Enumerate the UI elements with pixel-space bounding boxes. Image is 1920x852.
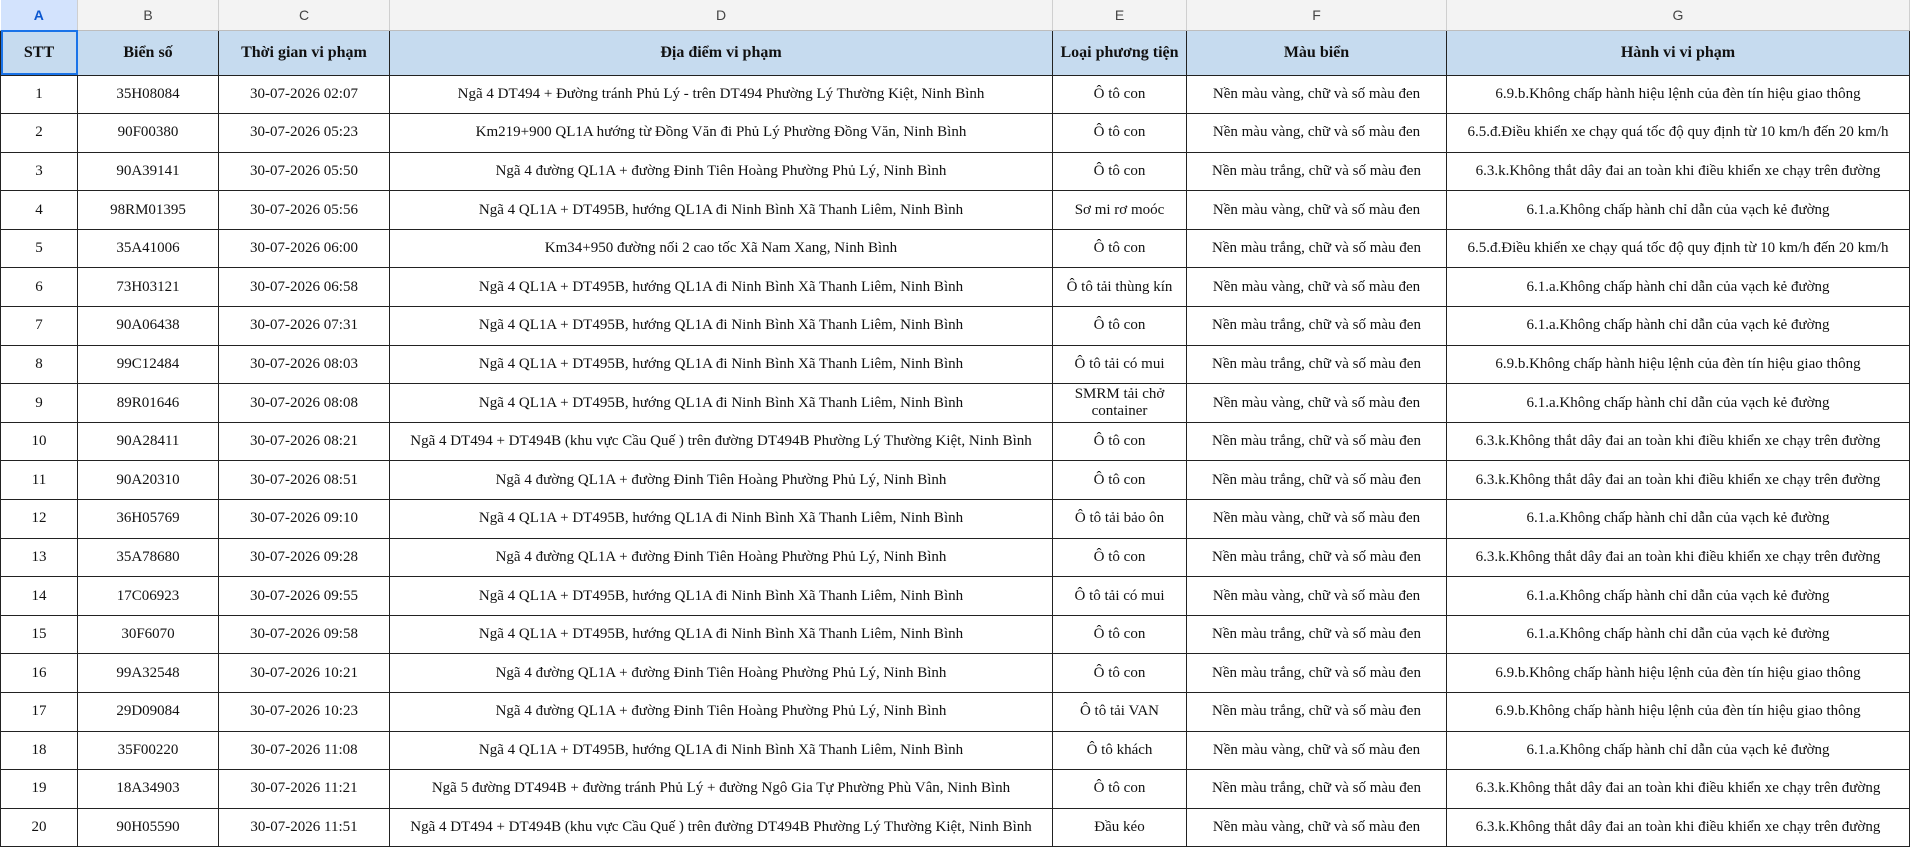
table-body <box>1 75 1910 847</box>
table-row <box>1 345 1910 384</box>
cell-stt[interactable]: 12 <box>1 500 78 539</box>
cell-violation[interactable]: 6.1.a.Không chấp hành chỉ dẫn của vạch kẻ đường <box>1447 500 1910 539</box>
cell-time[interactable]: 30-07-2026 09:58 <box>219 615 390 654</box>
cell-time[interactable]: 30-07-2026 08:21 <box>219 422 390 461</box>
cell-plate[interactable]: 30F6070 <box>78 615 219 654</box>
table-row <box>1 808 1910 847</box>
cell-plate-color[interactable]: Nền màu trắng, chữ và số màu đen <box>1187 345 1447 384</box>
cell-stt[interactable]: 5 <box>1 229 78 268</box>
cell-plate[interactable]: 89R01646 <box>78 384 219 423</box>
cell-stt[interactable]: 9 <box>1 384 78 423</box>
cell-violation[interactable]: 6.1.a.Không chấp hành chỉ dẫn của vạch kẻ đường <box>1447 384 1910 423</box>
cell-violation[interactable]: 6.9.b.Không chấp hành hiệu lệnh của đèn tín hiệu giao thông <box>1447 654 1910 693</box>
table-row <box>1 693 1910 732</box>
cell-plate-color[interactable]: Nền màu trắng, chữ và số màu đen <box>1187 307 1447 346</box>
header-cell-stt[interactable]: STT <box>1 30 78 75</box>
table-row <box>1 577 1910 616</box>
cell-violation[interactable]: 6.1.a.Không chấp hành chỉ dẫn của vạch kẻ đường <box>1447 268 1910 307</box>
cell-violation[interactable]: 6.5.đ.Điều khiển xe chạy quá tốc độ quy định từ 10 km/h đến 20 km/h <box>1447 229 1910 268</box>
column-header-f[interactable]: F <box>1187 0 1447 30</box>
column-header-d[interactable]: D <box>390 0 1053 30</box>
cell-location[interactable]: Ngã 4 QL1A + DT495B, hướng QL1A đi Ninh Bình Xã Thanh Liêm, Ninh Bình <box>390 384 1053 423</box>
cell-vehicle-type[interactable]: Ô tô con <box>1053 770 1187 809</box>
cell-violation[interactable]: 6.1.a.Không chấp hành chỉ dẫn của vạch kẻ đường <box>1447 191 1910 230</box>
cell-location[interactable]: Ngã 4 QL1A + DT495B, hướng QL1A đi Ninh Bình Xã Thanh Liêm, Ninh Bình <box>390 577 1053 616</box>
cell-stt[interactable]: 19 <box>1 770 78 809</box>
cell-time[interactable]: 30-07-2026 05:50 <box>219 152 390 191</box>
cell-plate[interactable]: 90A20310 <box>78 461 219 500</box>
cell-vehicle-type[interactable]: Ô tô khách <box>1053 731 1187 770</box>
cell-location[interactable]: Ngã 4 QL1A + DT495B, hướng QL1A đi Ninh Bình Xã Thanh Liêm, Ninh Bình <box>390 500 1053 539</box>
cell-vehicle-type[interactable]: Ô tô con <box>1053 615 1187 654</box>
cell-vehicle-type[interactable]: Ô tô con <box>1053 75 1187 114</box>
cell-stt[interactable]: 1 <box>1 75 78 114</box>
table-row <box>1 75 1910 114</box>
cell-violation[interactable]: 6.3.k.Không thắt dây đai an toàn khi điều khiển xe chạy trên đường <box>1447 461 1910 500</box>
cell-plate[interactable]: 99A32548 <box>78 654 219 693</box>
column-letter-header <box>1 0 1910 30</box>
cell-violation[interactable]: 6.1.a.Không chấp hành chỉ dẫn của vạch kẻ đường <box>1447 731 1910 770</box>
cell-time[interactable]: 30-07-2026 06:00 <box>219 229 390 268</box>
cell-vehicle-type[interactable]: Ô tô con <box>1053 654 1187 693</box>
table-row <box>1 114 1910 153</box>
table-row <box>1 461 1910 500</box>
cell-plate-color[interactable]: Nền màu vàng, chữ và số màu đen <box>1187 268 1447 307</box>
header-cell-vehicle-type[interactable]: Loại phương tiện <box>1053 30 1187 75</box>
cell-plate[interactable]: 17C06923 <box>78 577 219 616</box>
cell-violation[interactable]: 6.3.k.Không thắt dây đai an toàn khi điều khiển xe chạy trên đường <box>1447 770 1910 809</box>
table-row <box>1 615 1910 654</box>
cell-violation[interactable]: 6.3.k.Không thắt dây đai an toàn khi điều khiển xe chạy trên đường <box>1447 152 1910 191</box>
cell-time[interactable]: 30-07-2026 06:58 <box>219 268 390 307</box>
cell-plate[interactable]: 90H05590 <box>78 808 219 847</box>
cell-location[interactable]: Ngã 5 đường DT494B + đường tránh Phủ Lý + đường Ngô Gia Tự Phường Phù Vân, Ninh Bình <box>390 770 1053 809</box>
cell-plate-color[interactable]: Nền màu vàng, chữ và số màu đen <box>1187 384 1447 423</box>
column-header-b[interactable]: B <box>78 0 219 30</box>
table-row <box>1 191 1910 230</box>
cell-plate-color[interactable]: Nền màu vàng, chữ và số màu đen <box>1187 114 1447 153</box>
cell-time[interactable]: 30-07-2026 07:31 <box>219 307 390 346</box>
cell-stt[interactable]: 13 <box>1 538 78 577</box>
cell-plate-color[interactable]: Nền màu trắng, chữ và số màu đen <box>1187 654 1447 693</box>
cell-time[interactable]: 30-07-2026 08:03 <box>219 345 390 384</box>
cell-plate[interactable]: 35F00220 <box>78 731 219 770</box>
cell-location[interactable]: Ngã 4 đường QL1A + đường Đinh Tiên Hoàng Phường Phủ Lý, Ninh Bình <box>390 538 1053 577</box>
cell-vehicle-type[interactable]: Ô tô tải có mui <box>1053 577 1187 616</box>
cell-plate-color[interactable]: Nền màu vàng, chữ và số màu đen <box>1187 500 1447 539</box>
cell-violation[interactable]: 6.9.b.Không chấp hành hiệu lệnh của đèn tín hiệu giao thông <box>1447 345 1910 384</box>
cell-location[interactable]: Ngã 4 DT494 + DT494B (khu vực Cầu Quế ) trên đường DT494B Phường Lý Thường Kiệt, Ninh Bình <box>390 422 1053 461</box>
cell-vehicle-type[interactable]: Ô tô tải thùng kín <box>1053 268 1187 307</box>
cell-time[interactable]: 30-07-2026 09:10 <box>219 500 390 539</box>
cell-plate[interactable]: 35H08084 <box>78 75 219 114</box>
cell-time[interactable]: 30-07-2026 08:51 <box>219 461 390 500</box>
cell-stt[interactable]: 2 <box>1 114 78 153</box>
table-row <box>1 654 1910 693</box>
table-row <box>1 307 1910 346</box>
header-cell-violation[interactable]: Hành vi vi phạm <box>1447 30 1910 75</box>
cell-vehicle-type[interactable]: Ô tô tải VAN <box>1053 693 1187 732</box>
cell-location[interactable]: Ngã 4 đường QL1A + đường Đinh Tiên Hoàng Phường Phủ Lý, Ninh Bình <box>390 654 1053 693</box>
table-row <box>1 229 1910 268</box>
cell-plate-color[interactable]: Nền màu vàng, chữ và số màu đen <box>1187 191 1447 230</box>
table-row <box>1 384 1910 423</box>
cell-plate[interactable]: 90F00380 <box>78 114 219 153</box>
cell-time[interactable]: 30-07-2026 09:55 <box>219 577 390 616</box>
cell-plate-color[interactable]: Nền màu vàng, chữ và số màu đen <box>1187 577 1447 616</box>
header-cell-time[interactable]: Thời gian vi phạm <box>219 30 390 75</box>
cell-violation[interactable]: 6.1.a.Không chấp hành chỉ dẫn của vạch kẻ đường <box>1447 307 1910 346</box>
cell-location[interactable]: Ngã 4 QL1A + DT495B, hướng QL1A đi Ninh Bình Xã Thanh Liêm, Ninh Bình <box>390 731 1053 770</box>
cell-plate[interactable]: 36H05769 <box>78 500 219 539</box>
column-header-g[interactable]: G <box>1447 0 1910 30</box>
cell-time[interactable]: 30-07-2026 09:28 <box>219 538 390 577</box>
cell-plate[interactable]: 35A41006 <box>78 229 219 268</box>
cell-stt[interactable]: 11 <box>1 461 78 500</box>
cell-violation[interactable]: 6.1.a.Không chấp hành chỉ dẫn của vạch kẻ đường <box>1447 615 1910 654</box>
cell-location[interactable]: Ngã 4 DT494 + DT494B (khu vực Cầu Quế ) trên đường DT494B Phường Lý Thường Kiệt, Ninh Bình <box>390 808 1053 847</box>
cell-time[interactable]: 30-07-2026 11:08 <box>219 731 390 770</box>
cell-time[interactable]: 30-07-2026 05:56 <box>219 191 390 230</box>
cell-time[interactable]: 30-07-2026 10:23 <box>219 693 390 732</box>
table-row <box>1 500 1910 539</box>
cell-time[interactable]: 30-07-2026 11:21 <box>219 770 390 809</box>
cell-plate-color[interactable]: Nền màu vàng, chữ và số màu đen <box>1187 75 1447 114</box>
table-row <box>1 422 1910 461</box>
table-row <box>1 731 1910 770</box>
cell-violation[interactable]: 6.3.k.Không thắt dây đai an toàn khi điều khiển xe chạy trên đường <box>1447 538 1910 577</box>
header-cell-location[interactable]: Địa điểm vi phạm <box>390 30 1053 75</box>
cell-vehicle-type[interactable]: Ô tô con <box>1053 152 1187 191</box>
table-row <box>1 538 1910 577</box>
cell-stt[interactable]: 7 <box>1 307 78 346</box>
cell-plate[interactable]: 73H03121 <box>78 268 219 307</box>
cell-stt[interactable]: 6 <box>1 268 78 307</box>
cell-vehicle-type[interactable]: Ô tô con <box>1053 114 1187 153</box>
cell-plate[interactable]: 18A34903 <box>78 770 219 809</box>
cell-location[interactable]: Km219+900 QL1A hướng từ Đồng Văn đi Phủ Lý Phường Đồng Văn, Ninh Bình <box>390 114 1053 153</box>
cell-vehicle-type[interactable]: Ô tô con <box>1053 422 1187 461</box>
cell-vehicle-type[interactable]: SMRM tải chở container <box>1053 384 1187 423</box>
cell-location[interactable]: Ngã 4 đường QL1A + đường Đinh Tiên Hoàng Phường Phủ Lý, Ninh Bình <box>390 152 1053 191</box>
cell-vehicle-type[interactable]: Ô tô con <box>1053 461 1187 500</box>
cell-vehicle-type[interactable]: Ô tô con <box>1053 307 1187 346</box>
cell-stt[interactable]: 3 <box>1 152 78 191</box>
cell-violation[interactable]: 6.1.a.Không chấp hành chỉ dẫn của vạch kẻ đường <box>1447 577 1910 616</box>
cell-plate-color[interactable]: Nền màu trắng, chữ và số màu đen <box>1187 538 1447 577</box>
column-header-a[interactable]: A <box>1 0 78 30</box>
cell-violation[interactable]: 6.3.k.Không thắt dây đai an toàn khi điều khiển xe chạy trên đường <box>1447 808 1910 847</box>
cell-vehicle-type[interactable]: Sơ mi rơ moóc <box>1053 191 1187 230</box>
cell-plate-color[interactable]: Nền màu trắng, chữ và số màu đen <box>1187 461 1447 500</box>
cell-stt[interactable]: 20 <box>1 808 78 847</box>
cell-location[interactable]: Ngã 4 QL1A + DT495B, hướng QL1A đi Ninh Bình Xã Thanh Liêm, Ninh Bình <box>390 191 1053 230</box>
cell-plate[interactable]: 90A28411 <box>78 422 219 461</box>
cell-plate-color[interactable]: Nền màu vàng, chữ và số màu đen <box>1187 731 1447 770</box>
table-row <box>1 268 1910 307</box>
cell-stt[interactable]: 14 <box>1 577 78 616</box>
cell-vehicle-type[interactable]: Ô tô tải có mui <box>1053 345 1187 384</box>
cell-violation[interactable]: 6.3.k.Không thắt dây đai an toàn khi điều khiển xe chạy trên đường <box>1447 422 1910 461</box>
cell-time[interactable]: 30-07-2026 05:23 <box>219 114 390 153</box>
cell-stt[interactable]: 15 <box>1 615 78 654</box>
cell-location[interactable]: Km34+950 đường nối 2 cao tốc Xã Nam Xang, Ninh Bình <box>390 229 1053 268</box>
cell-location[interactable]: Ngã 4 QL1A + DT495B, hướng QL1A đi Ninh Bình Xã Thanh Liêm, Ninh Bình <box>390 345 1053 384</box>
cell-plate[interactable]: 90A39141 <box>78 152 219 191</box>
cell-stt[interactable]: 10 <box>1 422 78 461</box>
cell-time[interactable]: 30-07-2026 11:51 <box>219 808 390 847</box>
cell-plate-color[interactable]: Nền màu vàng, chữ và số màu đen <box>1187 808 1447 847</box>
cell-vehicle-type[interactable]: Đầu kéo <box>1053 808 1187 847</box>
cell-plate[interactable]: 98RM01395 <box>78 191 219 230</box>
cell-vehicle-type[interactable]: Ô tô con <box>1053 538 1187 577</box>
cell-location[interactable]: Ngã 4 đường QL1A + đường Đinh Tiên Hoàng Phường Phủ Lý, Ninh Bình <box>390 693 1053 732</box>
cell-violation[interactable]: 6.5.đ.Điều khiển xe chạy quá tốc độ quy định từ 10 km/h đến 20 km/h <box>1447 114 1910 153</box>
column-header-c[interactable]: C <box>219 0 390 30</box>
cell-violation[interactable]: 6.9.b.Không chấp hành hiệu lệnh của đèn tín hiệu giao thông <box>1447 693 1910 732</box>
column-header-e[interactable]: E <box>1053 0 1187 30</box>
cell-vehicle-type[interactable]: Ô tô tải bảo ôn <box>1053 500 1187 539</box>
cell-location[interactable]: Ngã 4 QL1A + DT495B, hướng QL1A đi Ninh Bình Xã Thanh Liêm, Ninh Bình <box>390 307 1053 346</box>
cell-time[interactable]: 30-07-2026 10:21 <box>219 654 390 693</box>
header-cell-plate[interactable]: Biển số <box>78 30 219 75</box>
cell-stt[interactable]: 4 <box>1 191 78 230</box>
cell-vehicle-type[interactable]: Ô tô con <box>1053 229 1187 268</box>
cell-plate-color[interactable]: Nền màu trắng, chữ và số màu đen <box>1187 693 1447 732</box>
cell-plate-color[interactable]: Nền màu trắng, chữ và số màu đen <box>1187 422 1447 461</box>
cell-time[interactable]: 30-07-2026 02:07 <box>219 75 390 114</box>
table-header-row <box>1 30 1910 75</box>
cell-stt[interactable]: 17 <box>1 693 78 732</box>
cell-stt[interactable]: 8 <box>1 345 78 384</box>
cell-location[interactable]: Ngã 4 đường QL1A + đường Đinh Tiên Hoàng Phường Phủ Lý, Ninh Bình <box>390 461 1053 500</box>
header-cell-plate-color[interactable]: Màu biển <box>1187 30 1447 75</box>
cell-plate[interactable]: 29D09084 <box>78 693 219 732</box>
cell-violation[interactable]: 6.9.b.Không chấp hành hiệu lệnh của đèn tín hiệu giao thông <box>1447 75 1910 114</box>
cell-location[interactable]: Ngã 4 DT494 + Đường tránh Phủ Lý - trên DT494 Phường Lý Thường Kiệt, Ninh Bình <box>390 75 1053 114</box>
cell-stt[interactable]: 18 <box>1 731 78 770</box>
table-row <box>1 770 1910 809</box>
cell-location[interactable]: Ngã 4 QL1A + DT495B, hướng QL1A đi Ninh Bình Xã Thanh Liêm, Ninh Bình <box>390 615 1053 654</box>
cell-location[interactable]: Ngã 4 QL1A + DT495B, hướng QL1A đi Ninh Bình Xã Thanh Liêm, Ninh Bình <box>390 268 1053 307</box>
cell-plate[interactable]: 35A78680 <box>78 538 219 577</box>
cell-plate-color[interactable]: Nền màu trắng, chữ và số màu đen <box>1187 615 1447 654</box>
cell-plate[interactable]: 99C12484 <box>78 345 219 384</box>
table-row <box>1 152 1910 191</box>
cell-time[interactable]: 30-07-2026 08:08 <box>219 384 390 423</box>
cell-plate-color[interactable]: Nền màu trắng, chữ và số màu đen <box>1187 770 1447 809</box>
cell-plate-color[interactable]: Nền màu trắng, chữ và số màu đen <box>1187 152 1447 191</box>
cell-stt[interactable]: 16 <box>1 654 78 693</box>
cell-plate-color[interactable]: Nền màu trắng, chữ và số màu đen <box>1187 229 1447 268</box>
cell-plate[interactable]: 90A06438 <box>78 307 219 346</box>
